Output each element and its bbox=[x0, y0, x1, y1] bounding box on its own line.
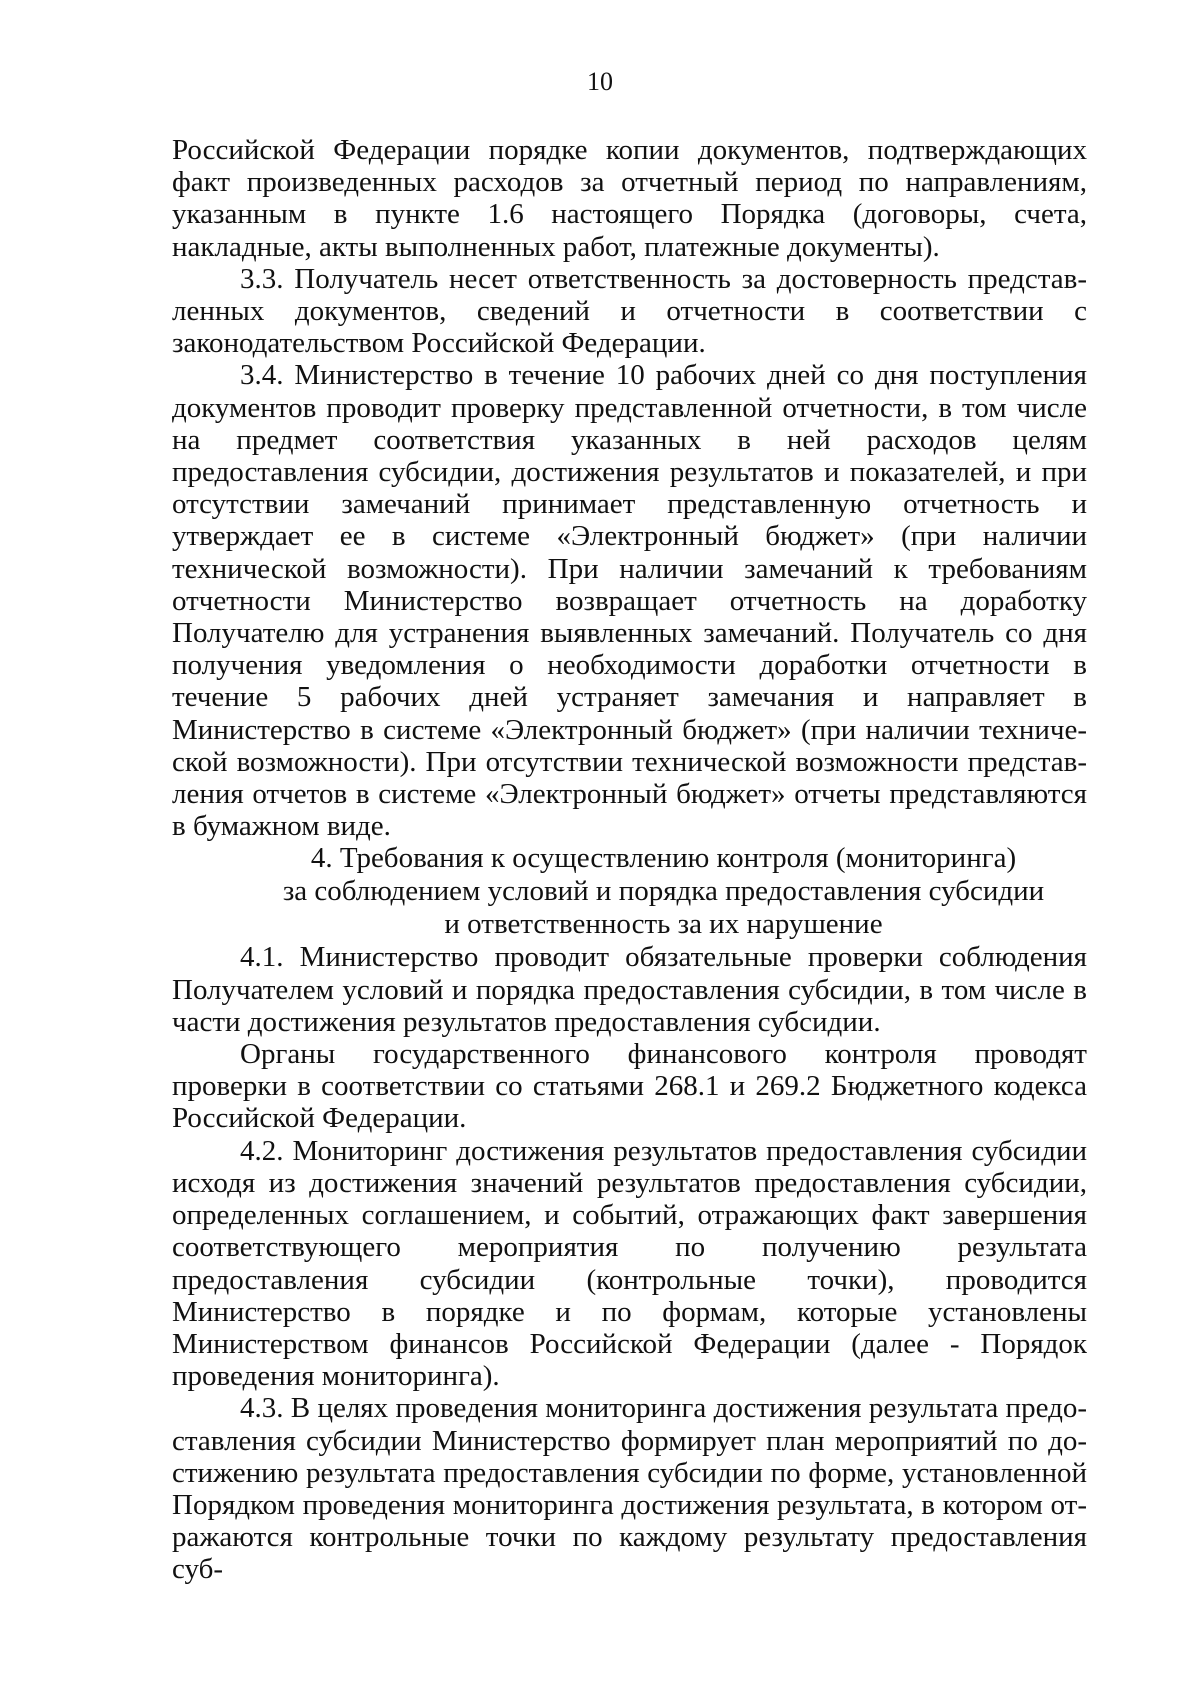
paragraph-4-3: 4.3. В целях проведения мониторинга достижения результата предоставления субсидии Министерство формирует план мероприятий по достижению результата предоставления субсидии по форме, установленной Порядком проведения мониторинга достижения результата, в котором отражаются контрольные точки по каждому результату предоставления суб- bbox=[172, 1392, 1087, 1586]
paragraph-control-bodies: Органы государственного финансового контроля проводят проверки в соответствии со статьями 268.1 и 269.2 Бюджетного кодекса Российской Федерации. bbox=[172, 1038, 1087, 1135]
page-number: 10 bbox=[587, 67, 613, 96]
document-body bbox=[172, 134, 1087, 1586]
section-4-heading bbox=[172, 842, 1087, 941]
paragraph-4-2: 4.2. Мониторинг достижения результатов предоставления субсидии исходя из достижения значений результатов предоставления субсидии, определенных соглашением, и событий, отражающих факт завершения соответствующего мероприятия по получению результата предоставления субсидии (контрольные точки), проводится Министерство в порядке и по формам, которые установлены Министерством финансов Российской Федерации (далее - Порядок проведения мониторинга). bbox=[172, 1134, 1087, 1393]
section-heading-line-2: за соблюдением условий и порядка предоставления субсидии bbox=[282, 875, 1045, 908]
paragraph-3-4: 3.4. Министерство в течение 10 рабочих дней со дня поступления документов проводит проверку представленной отчетности, в том числе на предмет соответствия указанных в ней расходов целям предоставления субсидии, достижения результатов и показателей, и при отсутствии замечаний принимает представленную отчетность и утверждает ее в системе «Электронный бюджет» (при наличии технической возможности). При наличии замечаний к требованиям отчетности Министерство возвращает отчетность на доработку Получателю для устранения выявленных замечаний. Получатель со дня получения уведомления о необходимости доработки отчетности в течение 5 рабочих дней устраняет замечания и направляет в Министерство в системе «Электронный бюджет» (при наличии технической возможности). При отсутствии технической возможности представления отчетов в системе «Электронный бюджет» отчеты представляются в бумажном виде. bbox=[172, 359, 1087, 843]
section-heading-line-3: и ответственность за их нарушение bbox=[444, 908, 883, 941]
paragraph-4-1: 4.1. Министерство проводит обязательные проверки соблюдения Получателем условий и порядка предоставления субсидии, в том числе в части достижения результатов предоставления субсидии. bbox=[172, 941, 1087, 1038]
paragraph-3-3: 3.3. Получатель несет ответственность за достоверность представленных документов, сведений и отчетности в соответствии с законодательством Российской Федерации. bbox=[172, 262, 1087, 360]
section-heading-line-1: 4. Требования к осуществлению контроля (мониторинга) bbox=[310, 842, 1017, 875]
paragraph-continuation: Российской Федерации порядке копии документов, подтверждающих факт произведенных расходов за отчетный период по направлениям, указанным в пункте 1.6 настоящего Порядка (договоры, счета, накладные, акты выполненных работ, платежные документы). bbox=[172, 134, 1087, 263]
